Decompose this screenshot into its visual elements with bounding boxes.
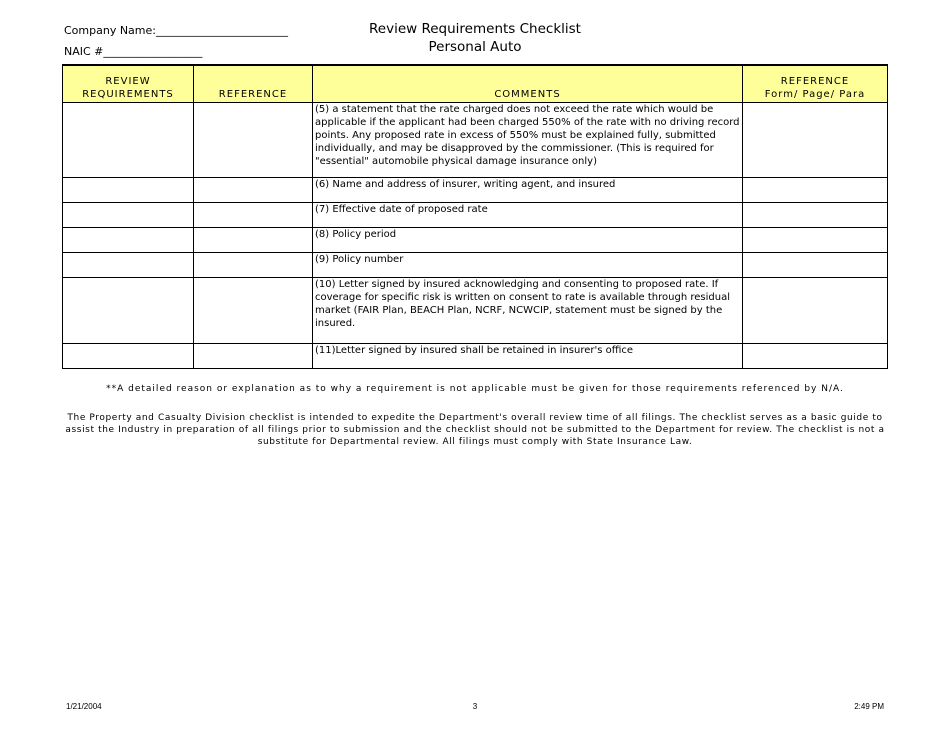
form-page-para-cell[interactable] — [743, 227, 888, 252]
form-page-para-cell[interactable] — [743, 177, 888, 202]
col-header-comments: COMMENTS — [313, 65, 743, 102]
form-page-para-cell[interactable] — [743, 343, 888, 368]
table-row — [63, 252, 888, 277]
footer-date: 1/21/2004 — [66, 702, 102, 711]
reference-cell[interactable] — [194, 202, 313, 227]
col-header-reference: REFERENCE — [194, 65, 313, 102]
review-requirement-cell[interactable] — [63, 252, 194, 277]
review-requirement-cell[interactable] — [63, 202, 194, 227]
footer-time: 2:49 PM — [854, 702, 884, 711]
table-row — [63, 202, 888, 227]
table-row — [63, 177, 888, 202]
na-explanation-note: **A detailed reason or explanation as to why a requirement is not applicable must be given for those requirements referenced by N/A. — [106, 384, 844, 394]
page-title: Review Requirements Checklist — [369, 21, 581, 37]
reference-cell[interactable] — [194, 277, 313, 343]
naic-field: NAIC #__________________ — [64, 45, 203, 58]
table-row — [63, 102, 888, 177]
table-row — [63, 277, 888, 343]
form-page-para-cell[interactable] — [743, 202, 888, 227]
review-requirement-cell[interactable] — [63, 177, 194, 202]
reference-cell[interactable] — [194, 343, 313, 368]
reference-cell[interactable] — [194, 102, 313, 177]
form-page-para-cell[interactable] — [743, 252, 888, 277]
comment-cell: (5) a statement that the rate charged does not exceed the rate which would be applicable if the applicant had been charged 550% of the rate with no driving record points. Any proposed rate in excess of 550% must be explained fully, submitted individually, and may be disapproved by the commissioner. (This is required for "essential" automobile physical damage insurance only) — [313, 102, 743, 177]
table-row — [63, 343, 888, 368]
page-subtitle: Personal Auto — [428, 39, 522, 55]
col-header-review-requirements: REVIEW REQUIREMENTS — [63, 65, 194, 102]
review-requirement-cell[interactable] — [63, 277, 194, 343]
form-page-para-cell[interactable] — [743, 277, 888, 343]
comment-cell: (7) Effective date of proposed rate — [313, 202, 743, 227]
review-requirement-cell[interactable] — [63, 343, 194, 368]
comment-cell: (8) Policy period — [313, 227, 743, 252]
comment-cell: (10) Letter signed by insured acknowledging and consenting to proposed rate. If coverage for specific risk is written on consent to rate is available through residual market (FAIR Plan, BEACH Plan, NCRF, NCWCIP, statement must be signed by the insured. — [313, 277, 743, 343]
review-requirement-cell[interactable] — [63, 227, 194, 252]
disclaimer-paragraph: The Property and Casualty Division checklist is intended to expedite the Department's overall review time of all filings. The checklist serves as a basic guide to assist the Industry in preparation of all filings prior to submission and the checklist should not be submitted to the Department for review. The checklist is not a substitute for Departmental review. All filings must comply with State Insurance Law. — [65, 413, 885, 447]
comment-cell: (6) Name and address of insurer, writing agent, and insured — [313, 177, 743, 202]
review-requirement-cell[interactable] — [63, 102, 194, 177]
checklist-table — [62, 64, 888, 369]
col-header-reference-form-page-para: REFERENCE Form/ Page/ Para — [743, 65, 888, 102]
comment-cell: (9) Policy number — [313, 252, 743, 277]
table-header-row — [63, 65, 888, 102]
table-row — [63, 227, 888, 252]
reference-cell[interactable] — [194, 177, 313, 202]
company-name-field: Company Name:________________________ — [64, 24, 288, 37]
footer-page-number: 3 — [472, 702, 478, 711]
reference-cell[interactable] — [194, 227, 313, 252]
reference-cell[interactable] — [194, 252, 313, 277]
comment-cell: (11)Letter signed by insured shall be retained in insurer's office — [313, 343, 743, 368]
form-page-para-cell[interactable] — [743, 102, 888, 177]
